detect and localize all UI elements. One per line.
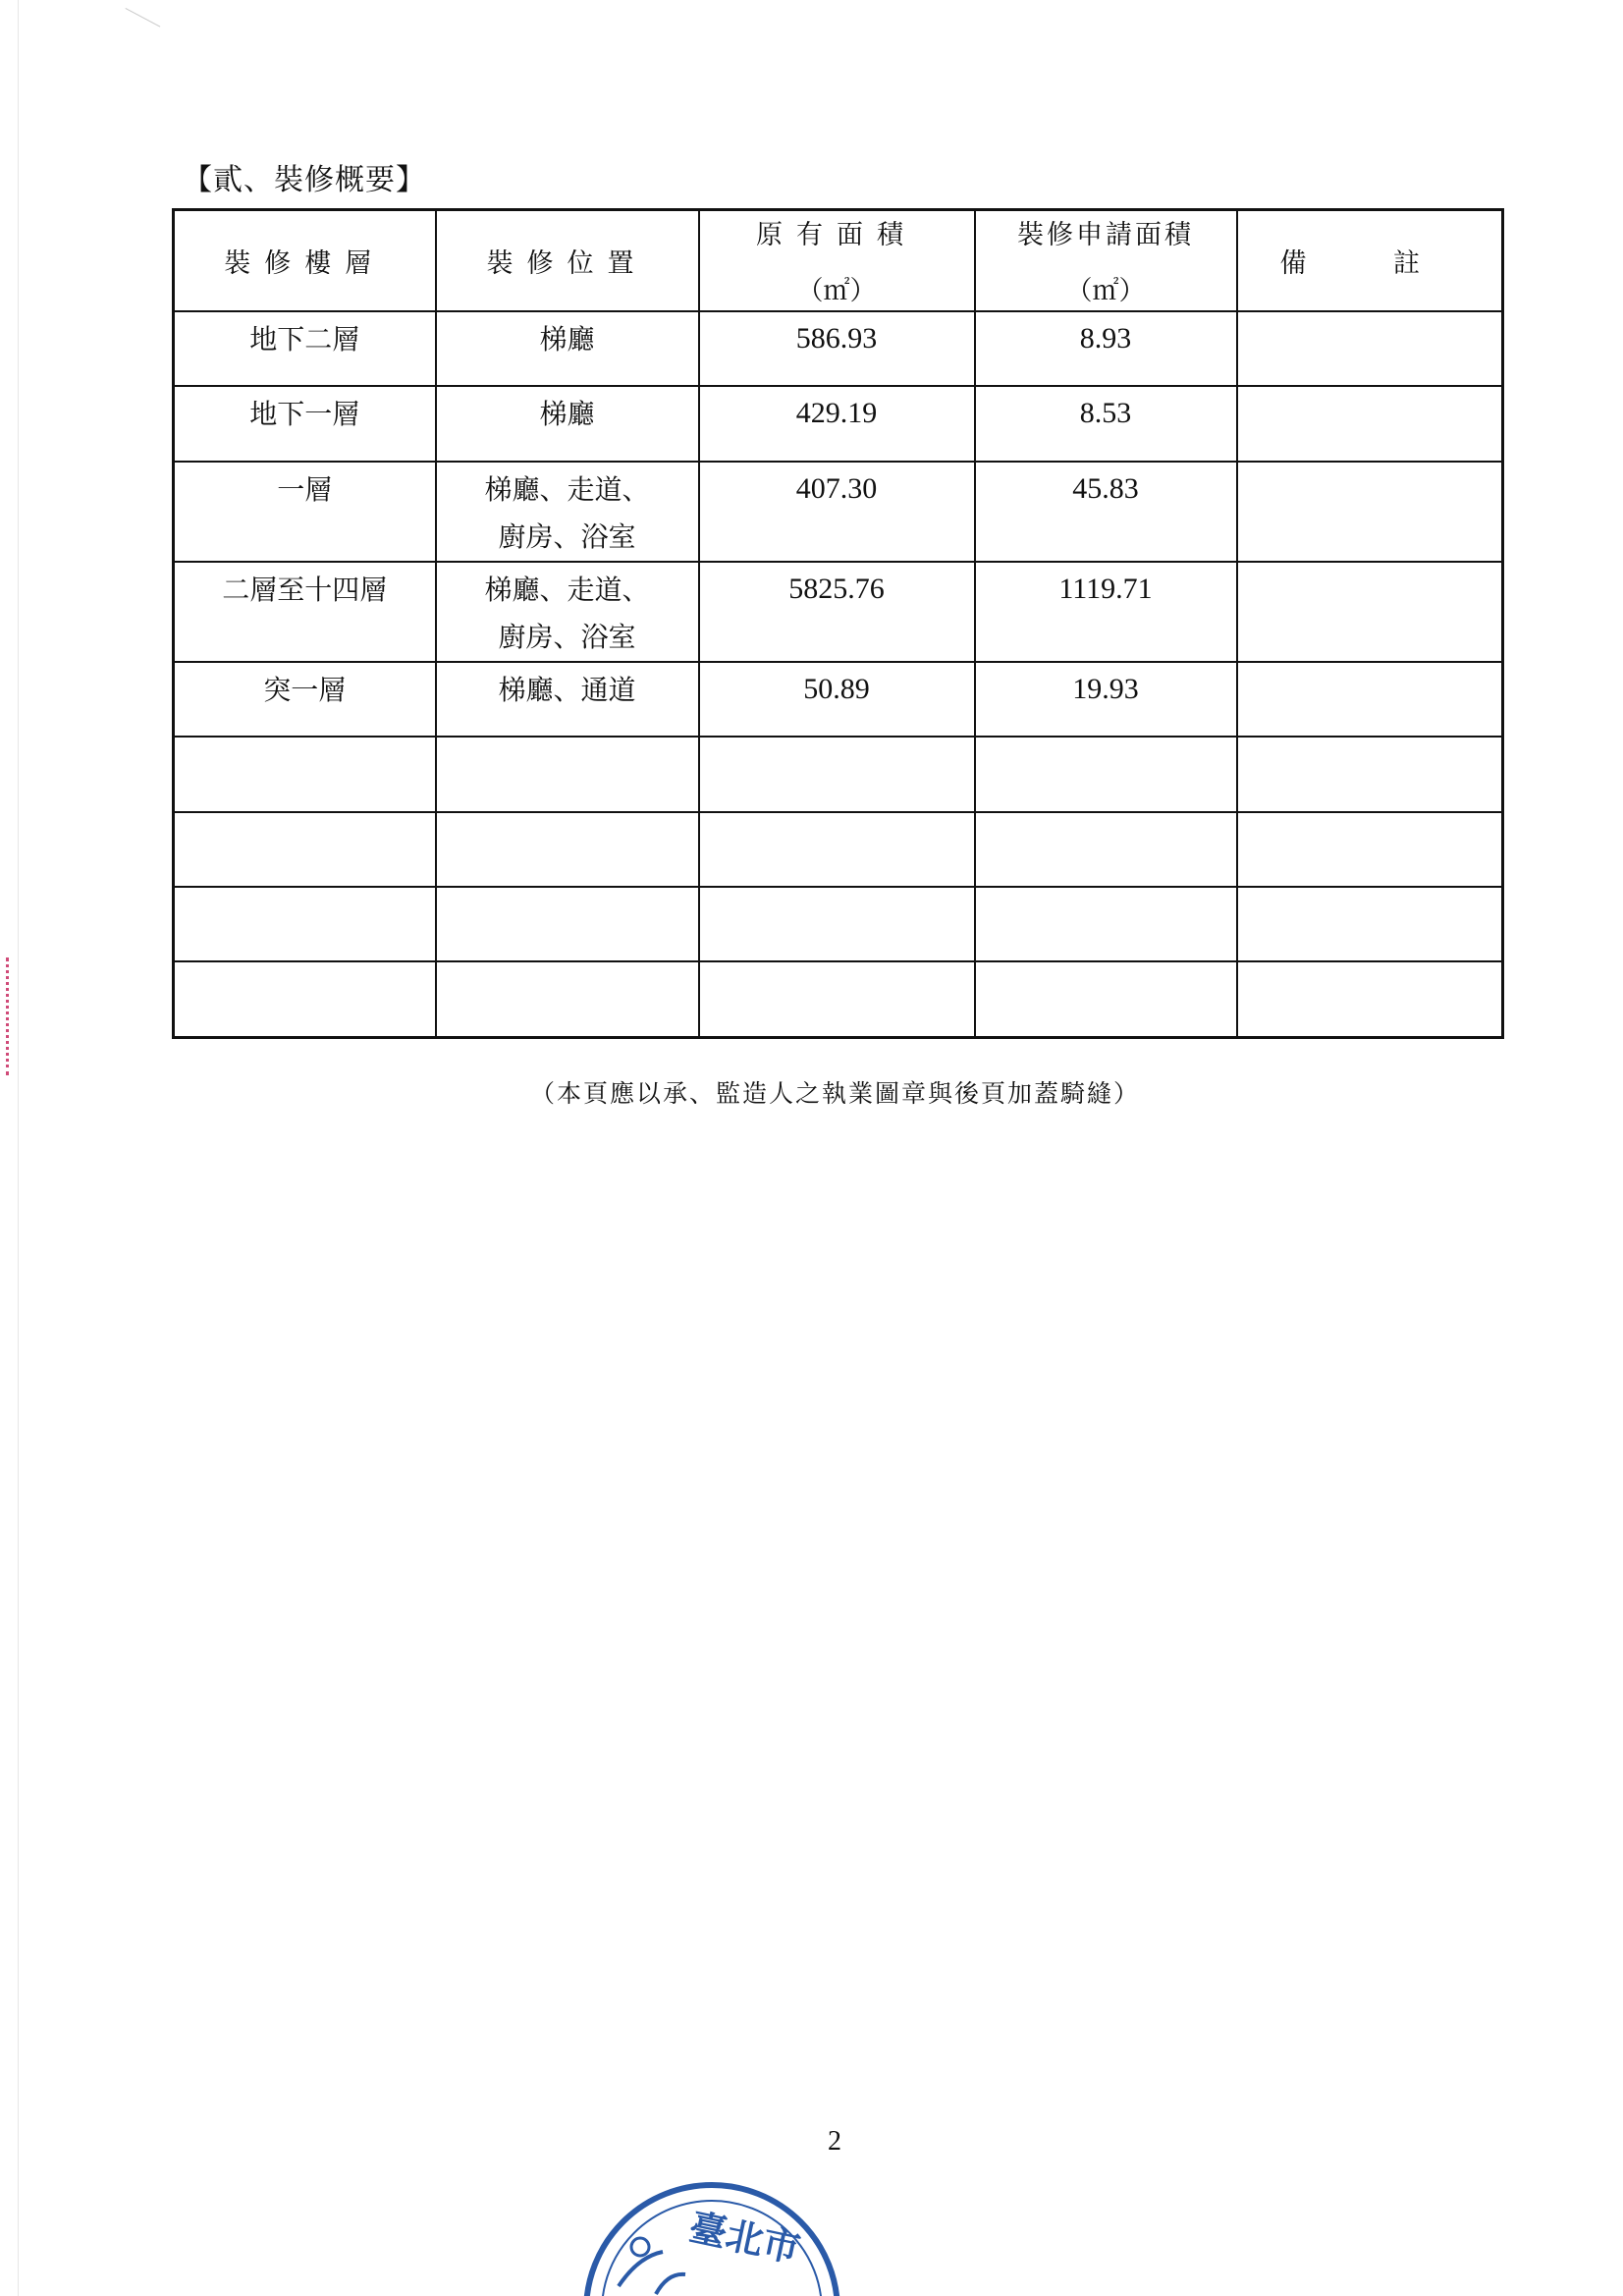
- empty-cell: [436, 737, 699, 812]
- empty-cell: [174, 961, 436, 1038]
- cell-applied-area: 45.83: [975, 462, 1237, 562]
- cell-original-area: 429.19: [699, 386, 975, 462]
- scan-edge: [18, 0, 19, 2296]
- header-applied-area: [975, 210, 1237, 311]
- cell-location: 梯廳、走道、廚房、浴室: [436, 462, 699, 562]
- cell-original-area: 586.93: [699, 311, 975, 386]
- empty-cell: [1237, 961, 1503, 1038]
- empty-row: [174, 812, 1503, 887]
- cell-remarks: [1237, 386, 1503, 462]
- cell-floor: 二層至十四層: [174, 562, 436, 662]
- cell-floor: 突一層: [174, 662, 436, 737]
- header-original-area: [699, 210, 975, 311]
- empty-cell: [174, 812, 436, 887]
- section-title: 【貳、裝修概要】: [183, 163, 426, 197]
- renovation-summary-table: [172, 208, 1504, 1039]
- header-original-area-label: 原有面積: [756, 220, 917, 251]
- empty-cell: [699, 961, 975, 1038]
- header-applied-area-label: 裝修申請面積: [1017, 220, 1194, 251]
- header-applied-area-unit: （㎡）: [1065, 276, 1146, 307]
- empty-cell: [975, 887, 1237, 961]
- empty-cell: [975, 961, 1237, 1038]
- page-number: 2: [828, 2126, 841, 2157]
- cell-applied-area: 8.93: [975, 311, 1237, 386]
- empty-cell: [699, 887, 975, 961]
- table-row: [174, 662, 1503, 737]
- header-floor: 裝修樓層: [174, 210, 436, 311]
- header-location: 裝修位置: [436, 210, 699, 311]
- empty-cell: [975, 812, 1237, 887]
- cell-location: 梯廳、走道、廚房、浴室: [436, 562, 699, 662]
- empty-cell: [699, 812, 975, 887]
- header-original-area-unit: （㎡）: [796, 276, 877, 307]
- empty-cell: [699, 737, 975, 812]
- cell-applied-area: 8.53: [975, 386, 1237, 462]
- cell-floor: 一層: [174, 462, 436, 562]
- cell-remarks: [1237, 311, 1503, 386]
- cell-location: 梯廳: [436, 311, 699, 386]
- empty-cell: [1237, 737, 1503, 812]
- cell-remarks: [1237, 462, 1503, 562]
- cell-remarks: [1237, 662, 1503, 737]
- seal-ornament: [656, 2274, 685, 2294]
- cell-original-area: 407.30: [699, 462, 975, 562]
- seal-instruction-note: （本頁應以承、監造人之執業圖章與後頁加蓋騎縫）: [530, 1079, 1141, 1108]
- table-header-row: [174, 210, 1503, 311]
- cell-original-area: 50.89: [699, 662, 975, 737]
- empty-cell: [436, 961, 699, 1038]
- empty-cell: [1237, 812, 1503, 887]
- cell-applied-area: 19.93: [975, 662, 1237, 737]
- official-seal: [579, 2178, 844, 2296]
- scan-artifact: [126, 8, 161, 27]
- cell-floor: 地下一層: [174, 386, 436, 462]
- seal-graphic: [579, 2178, 844, 2296]
- cell-location: 梯廳、通道: [436, 662, 699, 737]
- table-row: [174, 562, 1503, 662]
- empty-row: [174, 887, 1503, 961]
- table-row: [174, 462, 1503, 562]
- empty-cell: [975, 737, 1237, 812]
- empty-cell: [1237, 887, 1503, 961]
- cell-applied-area: 1119.71: [975, 562, 1237, 662]
- empty-row: [174, 737, 1503, 812]
- empty-cell: [174, 737, 436, 812]
- empty-cell: [174, 887, 436, 961]
- cell-floor: 地下二層: [174, 311, 436, 386]
- empty-cell: [436, 887, 699, 961]
- seal-emblem-icon: [631, 2238, 649, 2256]
- binding-stamp-edge: [6, 957, 15, 1075]
- empty-cell: [436, 812, 699, 887]
- seal-text: 臺北市: [685, 2204, 805, 2271]
- table-row: [174, 311, 1503, 386]
- header-remarks: 備 註: [1237, 210, 1503, 311]
- cell-remarks: [1237, 562, 1503, 662]
- cell-location: 梯廳: [436, 386, 699, 462]
- cell-original-area: 5825.76: [699, 562, 975, 662]
- table-row: [174, 386, 1503, 462]
- empty-row: [174, 961, 1503, 1038]
